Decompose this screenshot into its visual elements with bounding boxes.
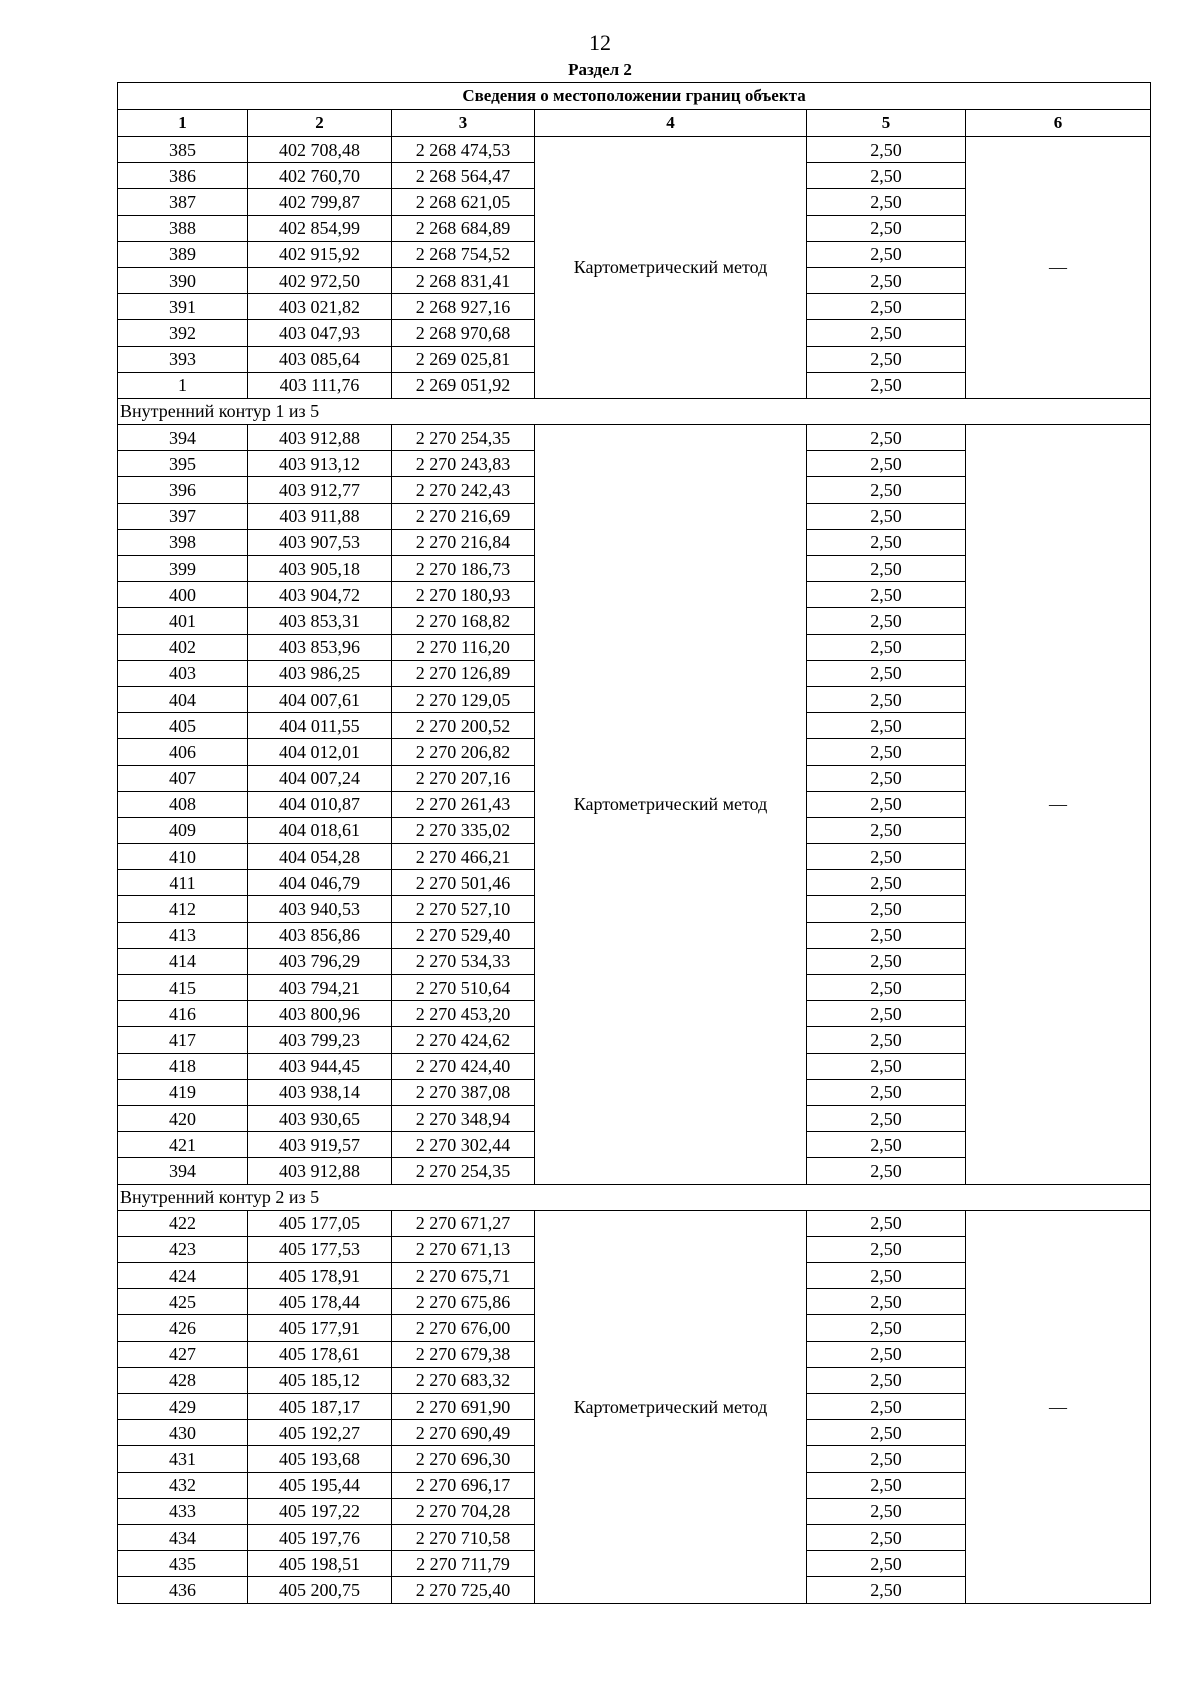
coordinate-x: 404 010,87 (248, 791, 392, 817)
precision-value: 2,50 (807, 713, 966, 739)
coordinate-y: 2 268 474,53 (392, 137, 535, 163)
precision-value: 2,50 (807, 1105, 966, 1131)
precision-value: 2,50 (807, 817, 966, 843)
coordinate-y: 2 270 348,94 (392, 1105, 535, 1131)
coordinate-x: 405 193,68 (248, 1446, 392, 1472)
coordinate-x: 405 177,05 (248, 1210, 392, 1236)
coordinate-x: 405 198,51 (248, 1551, 392, 1577)
coordinate-x: 403 853,96 (248, 634, 392, 660)
coordinate-y: 2 270 683,32 (392, 1367, 535, 1393)
point-number: 399 (118, 556, 248, 582)
column-6-cell: — (966, 137, 1151, 399)
contour-label-row (118, 398, 1151, 424)
coordinate-y: 2 270 126,89 (392, 660, 535, 686)
coordinate-y: 2 270 216,84 (392, 529, 535, 555)
point-number: 1 (118, 372, 248, 398)
precision-value: 2,50 (807, 1315, 966, 1341)
coordinate-y: 2 268 564,47 (392, 163, 535, 189)
precision-value: 2,50 (807, 556, 966, 582)
precision-value: 2,50 (807, 346, 966, 372)
section-title: Раздел 2 (568, 60, 632, 79)
coordinate-y: 2 270 529,40 (392, 922, 535, 948)
point-number: 411 (118, 870, 248, 896)
coordinate-y: 2 270 387,08 (392, 1079, 535, 1105)
precision-value: 2,50 (807, 1236, 966, 1262)
point-number: 409 (118, 817, 248, 843)
coordinate-x: 403 021,82 (248, 294, 392, 320)
boundary-table (117, 82, 1151, 1604)
coordinate-y: 2 268 621,05 (392, 189, 535, 215)
coordinate-x: 403 930,65 (248, 1105, 392, 1131)
coordinate-y: 2 270 710,58 (392, 1524, 535, 1550)
coordinate-y: 2 270 675,71 (392, 1263, 535, 1289)
point-number: 400 (118, 582, 248, 608)
point-number: 424 (118, 1263, 248, 1289)
precision-value: 2,50 (807, 660, 966, 686)
point-number: 418 (118, 1053, 248, 1079)
point-number: 402 (118, 634, 248, 660)
method-cell: Картометрический метод (535, 137, 807, 399)
precision-value: 2,50 (807, 634, 966, 660)
precision-value: 2,50 (807, 896, 966, 922)
point-number: 428 (118, 1367, 248, 1393)
point-number: 404 (118, 686, 248, 712)
coordinate-x: 403 856,86 (248, 922, 392, 948)
precision-value: 2,50 (807, 1551, 966, 1577)
table-row (118, 137, 1151, 163)
table-row (118, 425, 1151, 451)
coordinate-x: 405 192,27 (248, 1420, 392, 1446)
coordinate-y: 2 270 116,20 (392, 634, 535, 660)
table-row (118, 1210, 1151, 1236)
coordinate-x: 404 046,79 (248, 870, 392, 896)
coordinate-x: 402 854,99 (248, 215, 392, 241)
point-number: 396 (118, 477, 248, 503)
point-number: 398 (118, 529, 248, 555)
coordinate-y: 2 270 129,05 (392, 686, 535, 712)
coordinate-y: 2 270 216,69 (392, 503, 535, 529)
coordinate-y: 2 270 671,27 (392, 1210, 535, 1236)
coordinate-y: 2 268 754,52 (392, 241, 535, 267)
point-number: 386 (118, 163, 248, 189)
precision-value: 2,50 (807, 241, 966, 267)
column-6-cell: — (966, 425, 1151, 1184)
point-number: 412 (118, 896, 248, 922)
coordinate-y: 2 270 302,44 (392, 1132, 535, 1158)
coordinate-y: 2 270 676,00 (392, 1315, 535, 1341)
precision-value: 2,50 (807, 1001, 966, 1027)
coordinate-y: 2 269 025,81 (392, 346, 535, 372)
precision-value: 2,50 (807, 1420, 966, 1446)
point-number: 419 (118, 1079, 248, 1105)
precision-value: 2,50 (807, 791, 966, 817)
precision-value: 2,50 (807, 1132, 966, 1158)
coordinate-x: 403 111,76 (248, 372, 392, 398)
coordinate-y: 2 270 180,93 (392, 582, 535, 608)
coordinate-x: 403 904,72 (248, 582, 392, 608)
coordinate-x: 403 796,29 (248, 948, 392, 974)
point-number: 389 (118, 241, 248, 267)
point-number: 397 (118, 503, 248, 529)
coordinate-x: 403 911,88 (248, 503, 392, 529)
table-caption: Сведения о местоположении границ объекта (118, 83, 1151, 110)
coordinate-x: 403 085,64 (248, 346, 392, 372)
column-header: 6 (966, 110, 1151, 137)
precision-value: 2,50 (807, 765, 966, 791)
column-header: 2 (248, 110, 392, 137)
point-number: 387 (118, 189, 248, 215)
point-number: 432 (118, 1472, 248, 1498)
point-number: 431 (118, 1446, 248, 1472)
point-number: 415 (118, 975, 248, 1001)
coordinate-x: 403 912,77 (248, 477, 392, 503)
point-number: 434 (118, 1524, 248, 1550)
precision-value: 2,50 (807, 739, 966, 765)
coordinate-y: 2 268 831,41 (392, 267, 535, 293)
coordinate-y: 2 270 527,10 (392, 896, 535, 922)
point-number: 408 (118, 791, 248, 817)
point-number: 392 (118, 320, 248, 346)
precision-value: 2,50 (807, 1498, 966, 1524)
point-number: 416 (118, 1001, 248, 1027)
precision-value: 2,50 (807, 1394, 966, 1420)
coordinate-y: 2 270 453,20 (392, 1001, 535, 1027)
point-number: 410 (118, 844, 248, 870)
coordinate-y: 2 270 675,86 (392, 1289, 535, 1315)
coordinate-x: 404 018,61 (248, 817, 392, 843)
point-number: 395 (118, 451, 248, 477)
coordinate-x: 404 007,24 (248, 765, 392, 791)
point-number: 406 (118, 739, 248, 765)
coordinate-x: 403 912,88 (248, 1158, 392, 1184)
precision-value: 2,50 (807, 608, 966, 634)
coordinate-x: 402 915,92 (248, 241, 392, 267)
coordinate-x: 403 853,31 (248, 608, 392, 634)
coordinate-y: 2 270 691,90 (392, 1394, 535, 1420)
point-number: 429 (118, 1394, 248, 1420)
coordinate-x: 403 944,45 (248, 1053, 392, 1079)
point-number: 425 (118, 1289, 248, 1315)
point-number: 394 (118, 1158, 248, 1184)
coordinate-y: 2 270 466,21 (392, 844, 535, 870)
coordinate-y: 2 270 335,02 (392, 817, 535, 843)
coordinate-x: 403 938,14 (248, 1079, 392, 1105)
coordinate-x: 405 187,17 (248, 1394, 392, 1420)
point-number: 405 (118, 713, 248, 739)
column-header: 4 (535, 110, 807, 137)
precision-value: 2,50 (807, 870, 966, 896)
coordinate-y: 2 270 424,62 (392, 1027, 535, 1053)
precision-value: 2,50 (807, 477, 966, 503)
coordinate-x: 403 919,57 (248, 1132, 392, 1158)
contour-label: Внутренний контур 1 из 5 (118, 398, 1151, 424)
coordinate-y: 2 270 261,43 (392, 791, 535, 817)
coordinate-y: 2 270 704,28 (392, 1498, 535, 1524)
coordinate-x: 402 799,87 (248, 189, 392, 215)
coordinate-y: 2 270 696,17 (392, 1472, 535, 1498)
precision-value: 2,50 (807, 320, 966, 346)
coordinate-y: 2 270 725,40 (392, 1577, 535, 1603)
point-number: 430 (118, 1420, 248, 1446)
precision-value: 2,50 (807, 582, 966, 608)
table-caption-row (118, 83, 1151, 110)
point-number: 417 (118, 1027, 248, 1053)
precision-value: 2,50 (807, 215, 966, 241)
precision-value: 2,50 (807, 267, 966, 293)
column-header: 1 (118, 110, 248, 137)
point-number: 435 (118, 1551, 248, 1577)
point-number: 390 (118, 267, 248, 293)
point-number: 401 (118, 608, 248, 634)
coordinate-x: 405 200,75 (248, 1577, 392, 1603)
coordinate-y: 2 269 051,92 (392, 372, 535, 398)
precision-value: 2,50 (807, 451, 966, 477)
coordinate-x: 405 178,44 (248, 1289, 392, 1315)
point-number: 421 (118, 1132, 248, 1158)
coordinate-y: 2 270 510,64 (392, 975, 535, 1001)
precision-value: 2,50 (807, 1053, 966, 1079)
coordinate-y: 2 270 671,13 (392, 1236, 535, 1262)
coordinate-x: 402 708,48 (248, 137, 392, 163)
point-number: 407 (118, 765, 248, 791)
coordinate-x: 405 178,61 (248, 1341, 392, 1367)
coordinate-x: 402 972,50 (248, 267, 392, 293)
precision-value: 2,50 (807, 1524, 966, 1550)
point-number: 388 (118, 215, 248, 241)
coordinate-x: 403 907,53 (248, 529, 392, 555)
coordinate-y: 2 270 679,38 (392, 1341, 535, 1367)
coordinate-x: 405 197,22 (248, 1498, 392, 1524)
precision-value: 2,50 (807, 1289, 966, 1315)
coordinate-x: 405 178,91 (248, 1263, 392, 1289)
precision-value: 2,50 (807, 163, 966, 189)
coordinate-y: 2 270 186,73 (392, 556, 535, 582)
coordinate-x: 403 913,12 (248, 451, 392, 477)
precision-value: 2,50 (807, 686, 966, 712)
precision-value: 2,50 (807, 1158, 966, 1184)
point-number: 385 (118, 137, 248, 163)
coordinate-x: 403 912,88 (248, 425, 392, 451)
point-number: 427 (118, 1341, 248, 1367)
coordinate-x: 403 047,93 (248, 320, 392, 346)
point-number: 436 (118, 1577, 248, 1603)
table-header-row (118, 110, 1151, 137)
coordinate-y: 2 270 243,83 (392, 451, 535, 477)
precision-value: 2,50 (807, 372, 966, 398)
coordinate-y: 2 270 501,46 (392, 870, 535, 896)
coordinate-y: 2 270 254,35 (392, 1158, 535, 1184)
coordinate-y: 2 270 690,49 (392, 1420, 535, 1446)
coordinate-x: 403 986,25 (248, 660, 392, 686)
precision-value: 2,50 (807, 948, 966, 974)
point-number: 426 (118, 1315, 248, 1341)
method-cell: Картометрический метод (535, 1210, 807, 1603)
precision-value: 2,50 (807, 529, 966, 555)
coordinate-y: 2 270 207,16 (392, 765, 535, 791)
point-number: 393 (118, 346, 248, 372)
coordinate-y: 2 270 696,30 (392, 1446, 535, 1472)
precision-value: 2,50 (807, 844, 966, 870)
coordinate-y: 2 270 200,52 (392, 713, 535, 739)
point-number: 391 (118, 294, 248, 320)
contour-label-row (118, 1184, 1151, 1210)
coordinate-x: 403 794,21 (248, 975, 392, 1001)
precision-value: 2,50 (807, 425, 966, 451)
precision-value: 2,50 (807, 1263, 966, 1289)
coordinate-y: 2 268 684,89 (392, 215, 535, 241)
point-number: 394 (118, 425, 248, 451)
coordinate-x: 403 905,18 (248, 556, 392, 582)
coordinate-y: 2 270 534,33 (392, 948, 535, 974)
point-number: 422 (118, 1210, 248, 1236)
coordinate-x: 404 011,55 (248, 713, 392, 739)
precision-value: 2,50 (807, 922, 966, 948)
precision-value: 2,50 (807, 503, 966, 529)
point-number: 423 (118, 1236, 248, 1262)
coordinate-y: 2 270 254,35 (392, 425, 535, 451)
precision-value: 2,50 (807, 1446, 966, 1472)
coordinate-x: 405 177,91 (248, 1315, 392, 1341)
point-number: 413 (118, 922, 248, 948)
column-6-cell: — (966, 1210, 1151, 1603)
precision-value: 2,50 (807, 1472, 966, 1498)
coordinate-x: 403 799,23 (248, 1027, 392, 1053)
precision-value: 2,50 (807, 975, 966, 1001)
coordinate-x: 404 007,61 (248, 686, 392, 712)
coordinate-x: 404 054,28 (248, 844, 392, 870)
coordinate-y: 2 270 242,43 (392, 477, 535, 503)
contour-label: Внутренний контур 2 из 5 (118, 1184, 1151, 1210)
coordinate-y: 2 268 970,68 (392, 320, 535, 346)
coordinate-y: 2 270 424,40 (392, 1053, 535, 1079)
precision-value: 2,50 (807, 1577, 966, 1603)
coordinate-x: 405 185,12 (248, 1367, 392, 1393)
point-number: 414 (118, 948, 248, 974)
coordinate-x: 404 012,01 (248, 739, 392, 765)
coordinate-x: 405 195,44 (248, 1472, 392, 1498)
coordinate-y: 2 268 927,16 (392, 294, 535, 320)
precision-value: 2,50 (807, 1027, 966, 1053)
column-header: 3 (392, 110, 535, 137)
precision-value: 2,50 (807, 294, 966, 320)
coordinate-x: 403 940,53 (248, 896, 392, 922)
method-cell: Картометрический метод (535, 425, 807, 1184)
point-number: 433 (118, 1498, 248, 1524)
table-body (118, 83, 1151, 1604)
page-number: 12 (589, 30, 611, 55)
precision-value: 2,50 (807, 1210, 966, 1236)
coordinate-x: 405 177,53 (248, 1236, 392, 1262)
precision-value: 2,50 (807, 1341, 966, 1367)
coordinate-x: 405 197,76 (248, 1524, 392, 1550)
precision-value: 2,50 (807, 1079, 966, 1105)
precision-value: 2,50 (807, 137, 966, 163)
coordinate-x: 402 760,70 (248, 163, 392, 189)
coordinate-x: 403 800,96 (248, 1001, 392, 1027)
coordinate-y: 2 270 168,82 (392, 608, 535, 634)
point-number: 420 (118, 1105, 248, 1131)
precision-value: 2,50 (807, 189, 966, 215)
coordinate-y: 2 270 711,79 (392, 1551, 535, 1577)
coordinate-y: 2 270 206,82 (392, 739, 535, 765)
column-header: 5 (807, 110, 966, 137)
precision-value: 2,50 (807, 1367, 966, 1393)
point-number: 403 (118, 660, 248, 686)
